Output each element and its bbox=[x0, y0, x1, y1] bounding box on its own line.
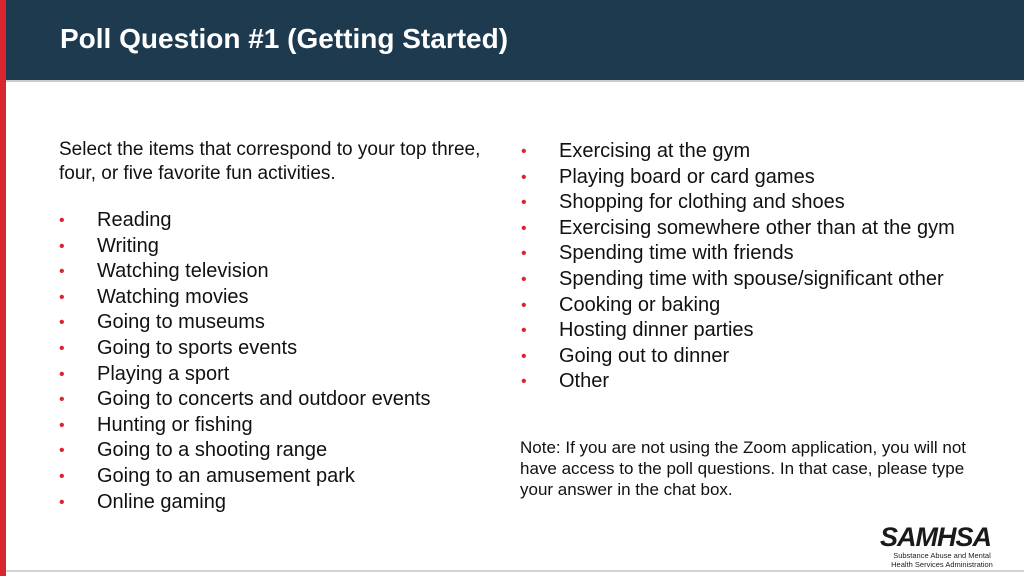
footer-divider bbox=[6, 570, 1024, 572]
list-item-label: Reading bbox=[97, 209, 172, 231]
list-item-label: Hunting or fishing bbox=[97, 413, 253, 436]
list-item bbox=[59, 336, 431, 362]
logo-wordmark: SAMHSA bbox=[880, 522, 992, 552]
list-item bbox=[59, 464, 431, 490]
activity-list-left bbox=[59, 208, 431, 515]
bullet-icon: • bbox=[59, 212, 65, 229]
list-item-label: Going to sports events bbox=[97, 336, 298, 359]
header-divider bbox=[6, 80, 1024, 82]
list-item bbox=[521, 318, 955, 344]
list-item-label: Going to museums bbox=[97, 311, 265, 334]
list-item-label: Exercising somewhere other than at the gym bbox=[559, 216, 955, 239]
left-accent-bar bbox=[0, 0, 6, 576]
header-bar bbox=[6, 0, 1024, 80]
list-item bbox=[59, 234, 431, 260]
bullet-icon: • bbox=[59, 339, 65, 357]
list-item-label: Shopping for clothing and shoes bbox=[559, 191, 845, 214]
bullet-icon: • bbox=[59, 391, 65, 409]
bullet-icon: • bbox=[521, 373, 527, 391]
list-item-label: Exercising at the gym bbox=[559, 140, 751, 162]
list-item bbox=[521, 267, 955, 293]
list-item bbox=[59, 438, 431, 464]
list-item bbox=[59, 413, 431, 439]
activity-list-right bbox=[521, 139, 955, 395]
list-item-label: Going to a shooting range bbox=[97, 439, 328, 462]
bullet-icon: • bbox=[521, 245, 527, 263]
page-title: Poll Question #1 (Getting Started) bbox=[60, 23, 509, 54]
list-item bbox=[521, 241, 955, 267]
list-item-label: Going to concerts and outdoor events bbox=[97, 388, 431, 411]
bullet-icon: • bbox=[59, 288, 65, 306]
list-item-label: Playing board or card games bbox=[559, 165, 815, 188]
list-item bbox=[59, 208, 431, 234]
bullet-icon: • bbox=[521, 270, 527, 288]
list-item bbox=[521, 139, 955, 165]
list-item-label: Online gaming bbox=[97, 490, 226, 513]
list-item bbox=[59, 259, 431, 285]
list-item bbox=[59, 310, 431, 336]
list-item-label: Writing bbox=[97, 234, 159, 257]
bullet-icon: • bbox=[521, 143, 527, 160]
list-item-label: Other bbox=[559, 370, 610, 393]
logo-subtitle: Substance Abuse and Mental Health Services Administration bbox=[891, 551, 993, 569]
list-item bbox=[59, 490, 431, 516]
list-item-label: Hosting dinner parties bbox=[559, 319, 754, 342]
bullet-icon: • bbox=[521, 168, 527, 186]
list-item-label: Cooking or baking bbox=[559, 293, 721, 316]
list-item bbox=[521, 216, 955, 242]
list-item bbox=[521, 344, 955, 370]
list-item-label: Playing a sport bbox=[97, 362, 230, 385]
bullet-icon: • bbox=[59, 237, 65, 255]
bullet-icon: • bbox=[521, 347, 527, 365]
bullet-icon: • bbox=[59, 442, 65, 460]
list-item bbox=[521, 190, 955, 216]
bullet-icon: • bbox=[59, 314, 65, 332]
list-item-label: Watching movies bbox=[97, 285, 249, 308]
list-item-label: Spending time with friends bbox=[559, 242, 794, 265]
list-item bbox=[521, 369, 955, 395]
intro-text: Select the items that correspond to your top three, four, or five favorite fun activities. bbox=[59, 139, 481, 184]
list-item bbox=[521, 165, 955, 191]
bullet-icon: • bbox=[59, 467, 65, 485]
list-item-label: Going to an amusement park bbox=[97, 464, 355, 487]
bullet-icon: • bbox=[521, 322, 527, 340]
list-item bbox=[59, 362, 431, 388]
bullet-icon: • bbox=[59, 365, 65, 383]
bullet-icon: • bbox=[521, 296, 527, 314]
samhsa-logo bbox=[880, 522, 1000, 568]
bullet-icon: • bbox=[521, 194, 527, 212]
list-item bbox=[59, 285, 431, 311]
list-item-label: Going out to dinner bbox=[559, 344, 730, 367]
list-item-label: Watching television bbox=[97, 260, 269, 283]
bullet-icon: • bbox=[59, 493, 65, 511]
list-item bbox=[59, 387, 431, 413]
list-item-label: Spending time with spouse/significant other bbox=[559, 267, 944, 290]
bullet-icon: • bbox=[59, 263, 65, 281]
bullet-icon: • bbox=[521, 219, 527, 237]
zoom-note: Note: If you are not using the Zoom application, you will not have access to the poll questions. In that case, please type your answer in the chat box. bbox=[520, 438, 967, 499]
bullet-icon: • bbox=[59, 416, 65, 434]
list-item bbox=[521, 293, 955, 319]
